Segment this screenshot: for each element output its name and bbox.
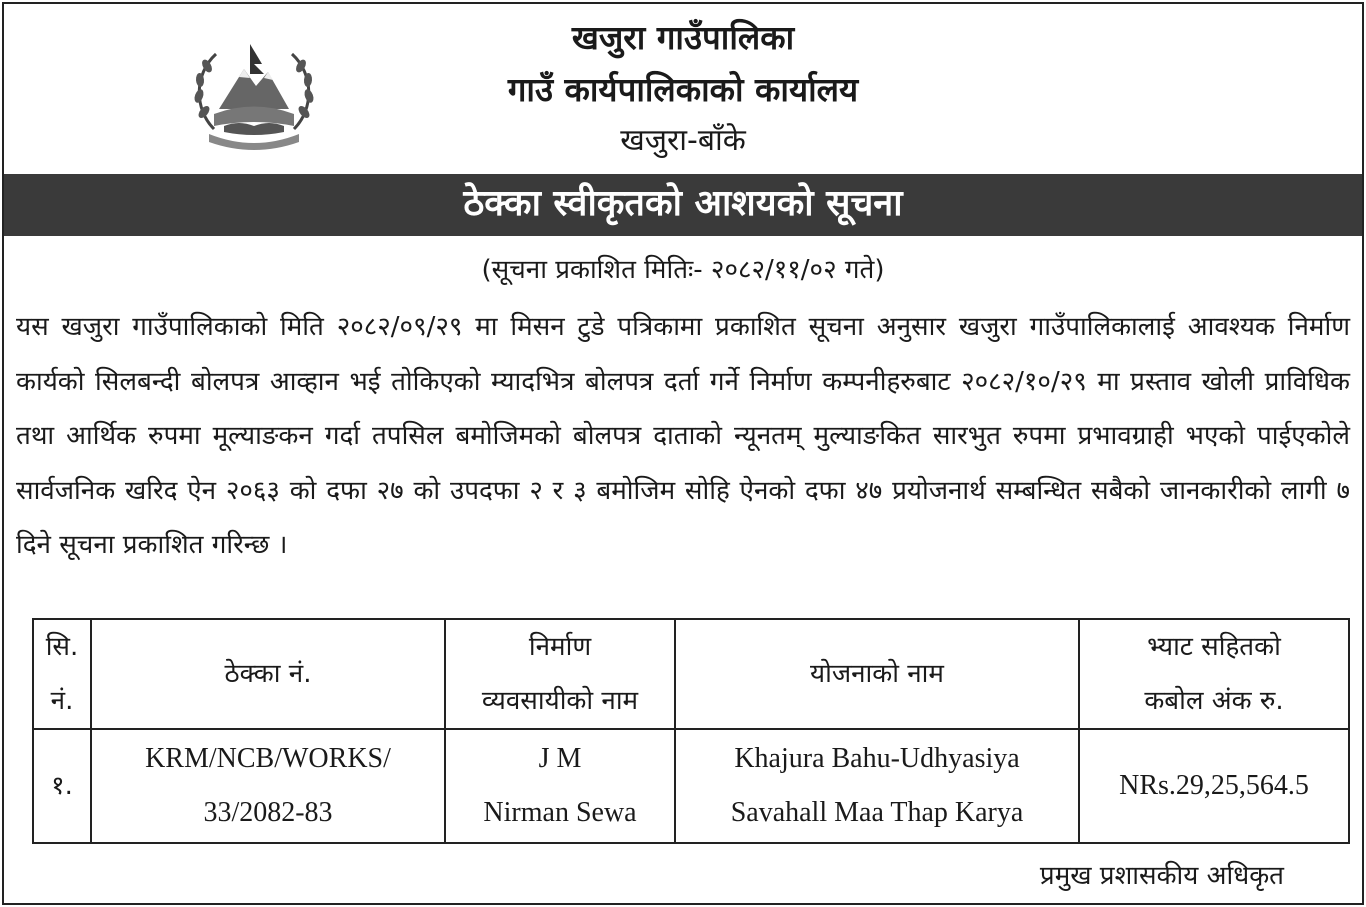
table-header-row [33,619,1349,729]
notice-body-paragraph: यस खजुरा गाउँपालिकाको मिति २०८२/०९/२९ मा मिसन टुडे पत्रिकामा प्रकाशित सूचना अनुसार खजुरा गाउँपालिकालाई आवश्यक निर्माण कार्यको सिलबन्दी बोलपत्र आव्हान भई तोकिएको म्यादभित्र बोलपत्र दर्ता गर्ने निर्माण कम्पनीहरुबाट २०८२/१०/२९ मा प्रस्ताव खोली प्राविधिक तथा आर्थिक रुपमा मूल्याङकन गर्दा तपसिल बमोजिमको बोलपत्र दाताको न्यूनतम् मुल्याङकित सारभुत रुपमा प्रभावग्राही भएको पाईएकोले सार्वजनिक खरिद ऐन २०६३ को दफा २७ को उपदफा २ र ३ बमोजिम सोहि ऐनको दफा ४७ प्रयोजनार्थ सम्बन्धित सबैको जानकारीको लागी ७ दिने सूचना प्रकाशित गरिन्छ । [16,312,1350,560]
header-builder-line2: व्यवसायीको नाम [481,686,639,716]
header-serial-line2: नं. [50,686,74,716]
cell-serial: १. [33,729,91,843]
header-project-name: योजनाको नाम [675,619,1079,729]
cell-contract-line2: 33/2082-83 [203,797,333,828]
signatory-title: प्रमुख प्रशासकीय अधिकृत [1039,861,1284,891]
cell-amount: NRs.29,25,564.5 [1079,729,1349,843]
cell-contract-no [91,729,445,843]
header-amount-line1: भ्याट सहितको [1147,632,1281,662]
header-builder-line1: निर्माण [528,632,592,662]
cell-contract-line1: KRM/NCB/WORKS/ [145,743,391,774]
cell-project-line2: Savahall Maa Thap Karya [730,797,1024,828]
notice-title-banner: ठेक्का स्वीकृतको आशयको सूचना [4,174,1362,236]
office-location: खजुरा-बाँके [620,123,746,158]
notice-frame [2,2,1364,905]
municipality-name: खजुरा गाउँपालिका [571,18,795,57]
header-serial [33,619,91,729]
cell-builder-line1: J M [538,743,582,774]
publication-date: (सूचना प्रकाशित मितिः- २०८२/११/०२ गते) [481,255,885,285]
office-name: गाउँ कार्यपालिकाको कार्यालय [507,70,859,109]
header-amount-line2: कबोल अंक रु. [1144,686,1284,716]
cell-builder-name [445,729,675,843]
notice-header [4,4,1362,172]
cell-project-name [675,729,1079,843]
cell-project-line1: Khajura Bahu-Udhyasiya [734,743,1020,774]
header-builder-name [445,619,675,729]
header-serial-line1: सि. [45,632,79,662]
header-contract-no: ठेक्का नं. [91,619,445,729]
header-amount [1079,619,1349,729]
table-row [33,729,1349,843]
cell-builder-line2: Nirman Sewa [483,797,637,828]
contract-table [32,618,1350,844]
